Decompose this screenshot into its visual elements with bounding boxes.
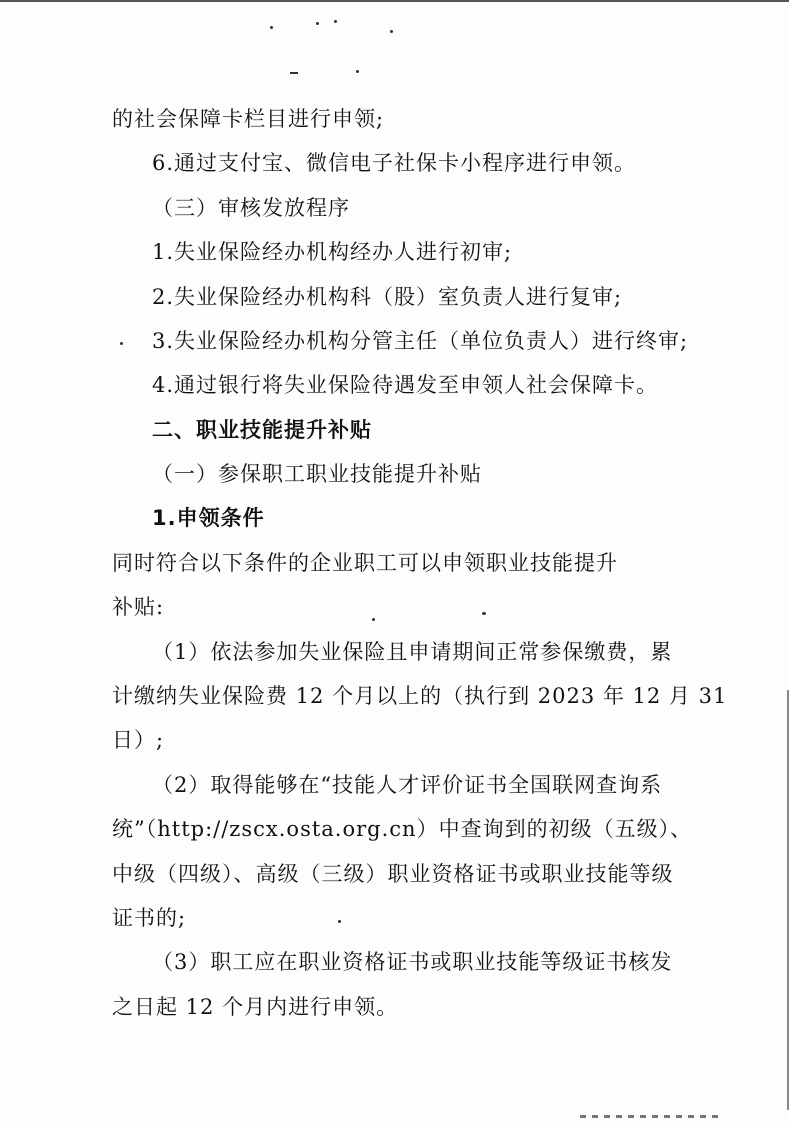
scan-speck <box>390 30 393 33</box>
scan-speck <box>372 618 375 621</box>
text-line-17: 统”（http://zscx.osta.org.cn）中查询到的初级（五级）、 <box>112 817 693 841</box>
text-line-20: （3）职工应在职业资格证书或职业技能等级证书核发 <box>152 950 673 974</box>
text-line-5: 2.失业保险经办机构科（股）室负责人进行复审; <box>152 285 623 309</box>
text-line-21: 之日起 12 个月内进行申领。 <box>112 995 399 1019</box>
text-line-16: （2）取得能够在“技能人才评价证书全国联网查询系 <box>152 773 663 797</box>
section-heading-2: 二、职业技能提升补贴 <box>152 418 372 442</box>
scan-speck <box>356 70 359 73</box>
text-line-12: 补贴: <box>112 595 165 619</box>
text-line-7: 4.通过银行将失业保险待遇发至申领人社会保障卡。 <box>152 373 659 397</box>
text-line-1: 的社会保障卡栏目进行申领; <box>112 107 385 131</box>
scan-speck <box>482 612 486 615</box>
section-heading-3: （三）审核发放程序 <box>152 196 350 220</box>
text-line-18: 中级（四级）、高级（三级）职业资格证书或职业技能等级 <box>112 862 674 886</box>
scan-speck <box>334 20 337 23</box>
text-line-13: （1）依法参加失业保险且申请期间正常参保缴费，累 <box>152 640 673 664</box>
scan-top-edge <box>0 0 789 2</box>
scan-speck <box>290 72 298 74</box>
scan-speck <box>120 342 123 345</box>
text-line-11: 同时符合以下条件的企业职工可以申领职业技能提升 <box>112 551 618 575</box>
text-line-2: 6.通过支付宝、微信电子社保卡小程序进行申领。 <box>152 151 637 175</box>
item-heading-1: 1.申领条件 <box>152 506 265 530</box>
scan-speck <box>316 22 319 25</box>
scan-speck <box>270 26 273 29</box>
text-line-4: 1.失业保险经办机构经办人进行初审; <box>152 240 513 264</box>
scan-speck <box>338 920 341 923</box>
text-line-14: 计缴纳失业保险费 12 个月以上的（执行到 2023 年 12 月 31 <box>112 684 728 708</box>
subsection-heading-1: （一）参保职工职业技能提升补贴 <box>152 462 482 486</box>
text-line-15: 日）; <box>112 728 165 752</box>
text-line-19: 证书的; <box>112 906 187 930</box>
scan-bottom-marks <box>580 1115 720 1118</box>
text-line-6: 3.失业保险经办机构分管主任（单位负责人）进行终审; <box>152 329 689 353</box>
